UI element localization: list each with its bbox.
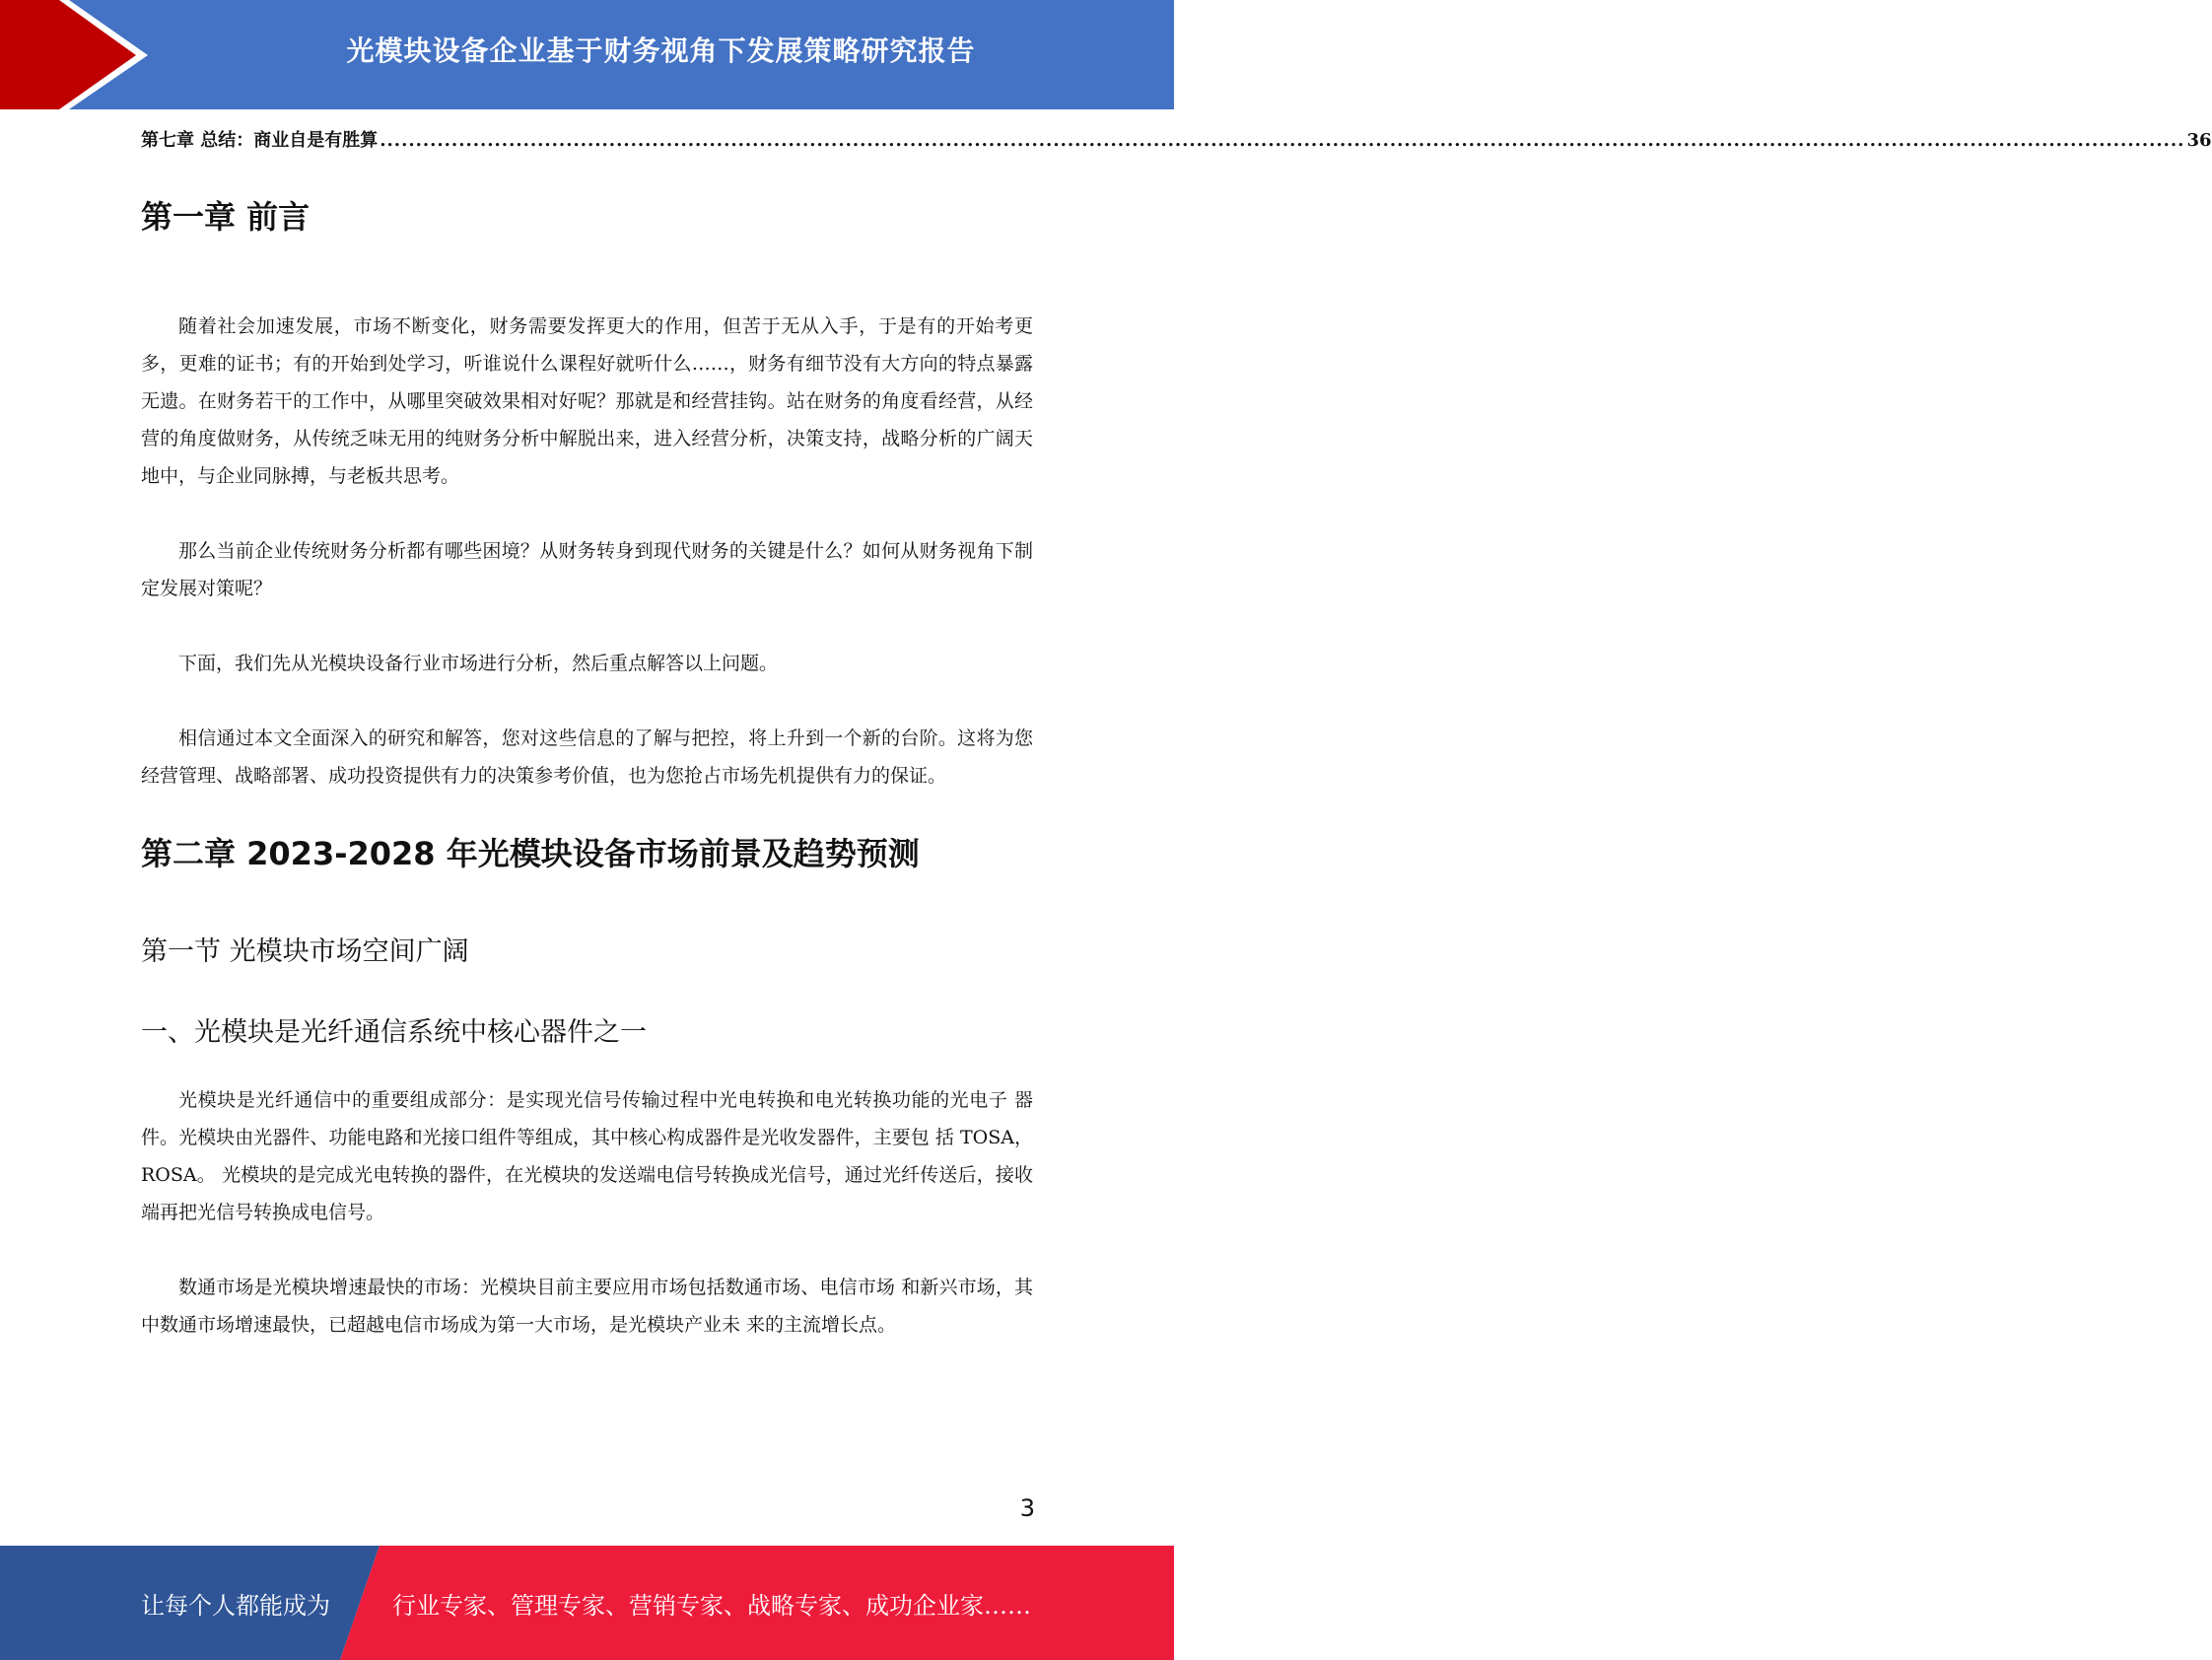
chapter1-paragraph-3: 下面，我们先从光模块设备行业市场进行分析，然后重点解答以上问题。 bbox=[178, 653, 779, 674]
page-footer bbox=[0, 1546, 1174, 1660]
subsection-heading: 一、光模块是光纤通信系统中核心器件之一 bbox=[141, 1017, 647, 1048]
header-title: 光模块设备企业基于财务视角下发展策略研究报告 bbox=[346, 35, 976, 67]
section-heading: 第一节 光模块市场空间广阔 bbox=[141, 936, 469, 967]
chapter1-paragraph-2: 那么当前企业传统财务分析都有哪些困境？从财务转身到现代财务的关键是什么？如何从财务视角下制定发展对策呢？ bbox=[141, 540, 1033, 599]
toc-leader-dots: ............................................................................................................................................................................................................................................................ bbox=[380, 130, 2185, 151]
footer-slogan-right: 行业专家、管理专家、营销专家、战略专家、成功企业家…… bbox=[392, 1591, 1031, 1620]
main-content bbox=[141, 187, 1033, 1344]
chapter1-heading: 第一章 前言 bbox=[141, 198, 311, 236]
header-arrow-red bbox=[0, 0, 136, 109]
chapter2-heading: 第二章 2023-2028 年光模块设备市场前景及趋势预测 bbox=[141, 835, 920, 872]
toc-entry[interactable] bbox=[141, 126, 2212, 156]
chapter1-paragraph-4: 相信通过本文全面深入的研究和解答，您对这些信息的了解与把控，将上升到一个新的台阶。这将为您经营管理、战略部署、成功投资提供有力的决策参考价值，也为您抢占市场先机提供有力的保证。 bbox=[141, 727, 1033, 787]
page-header bbox=[0, 0, 1174, 109]
footer-slogan-left: 让每个人都能成为 bbox=[141, 1591, 330, 1620]
chapter2-paragraph-1: 光模块是光纤通信中的重要组成部分：是实现光信号传输过程中光电转换和电光转换功能的光电子 器件。光模块由光器件、功能电路和光接口组件等组成，其中核心构成器件是光收发器件，主要包 括 TOSA，ROSA。 光模块的是完成光电转换的器件，在光模块的发送端电信号转换成光信号，通过光纤传送后，接收 端再把光信号转换成电信号。 bbox=[141, 1089, 1033, 1223]
toc-entry-page: 36 bbox=[2186, 130, 2212, 151]
chapter1-paragraph-1: 随着社会加速发展，市场不断变化，财务需要发挥更大的作用，但苦于无从入手，于是有的开始考更多，更难的证书；有的开始到处学习，听谁说什么课程好就听什么……，财务有细节没有大方向的特点暴露无遗。在财务若干的工作中，从哪里突破效果相对好呢？那就是和经营挂钩。站在财务的角度看经营，从经营的角度做财务，从传统乏味无用的纯财务分析中解脱出来，进入经营分析，决策支持，战略分析的广阔天地中，与企业同脉搏，与老板共思考。 bbox=[141, 315, 1033, 487]
chapter2-paragraph-2: 数通市场是光模块增速最快的市场：光模块目前主要应用市场包括数通市场、电信市场 和新兴市场，其中数通市场增速最快，已超越电信市场成为第一大市场，是光模块产业未 来的主流增长点。 bbox=[141, 1277, 1033, 1336]
page-number: 3 bbox=[1019, 1494, 1035, 1522]
toc-entry-label: 第七章 总结：商业自是有胜算 bbox=[141, 130, 379, 151]
